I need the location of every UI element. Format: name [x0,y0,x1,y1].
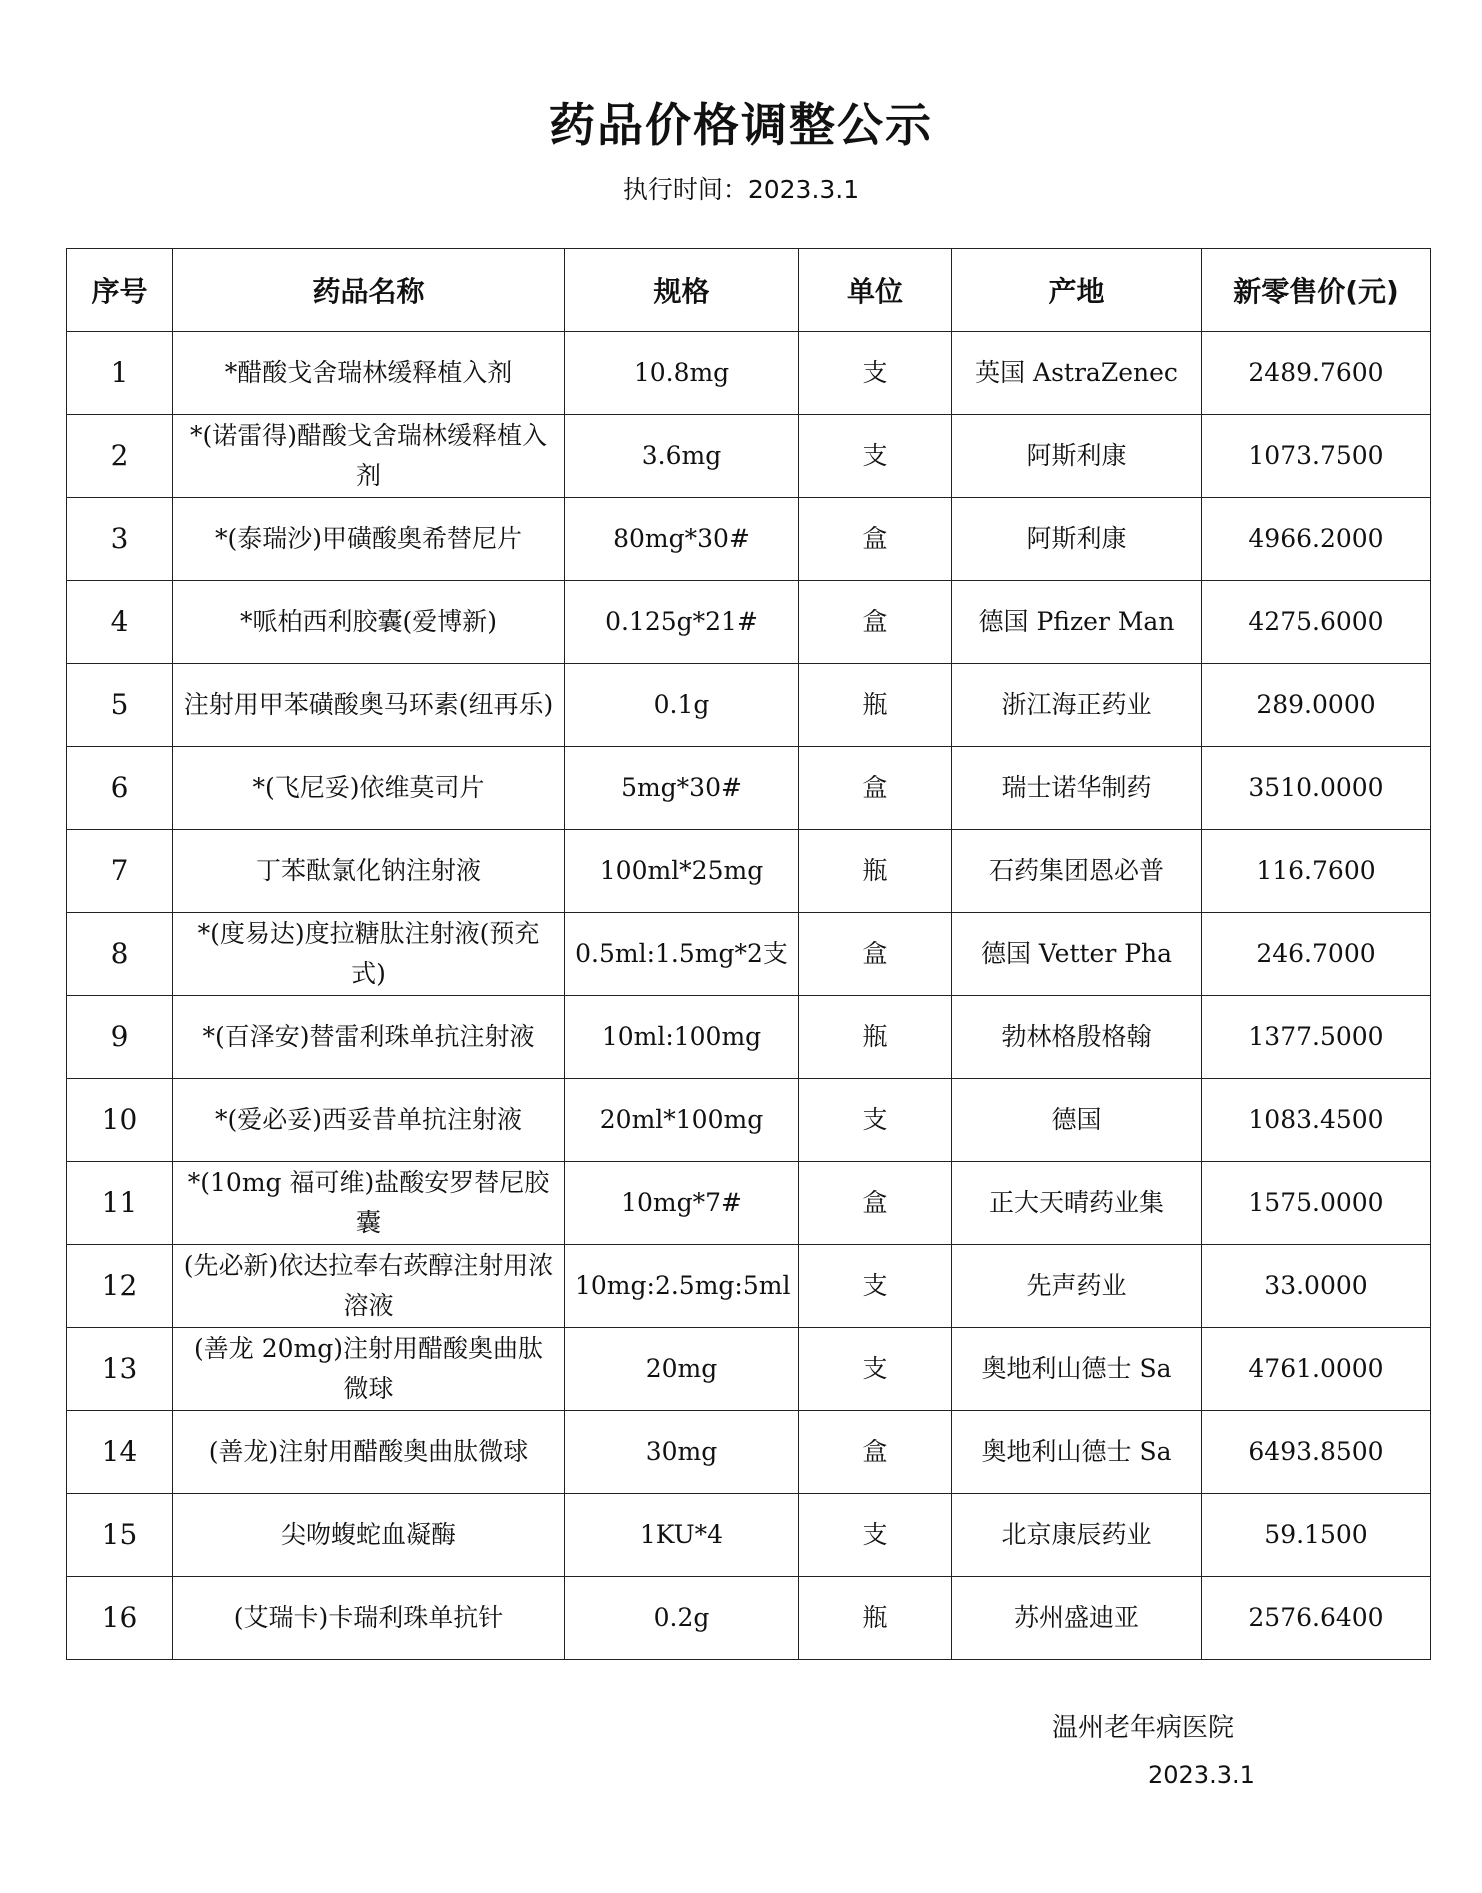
cell-seq: 3 [67,498,173,581]
cell-drug-name: 尖吻蝮蛇血凝酶 [173,1494,565,1577]
cell-drug-name: *(爱必妥)西妥昔单抗注射液 [173,1079,565,1162]
cell-origin: 德国 Vetter Pha [952,913,1202,996]
table-row [67,1162,1431,1245]
table-row [67,1494,1431,1577]
cell-drug-name: *(泰瑞沙)甲磺酸奥希替尼片 [173,498,565,581]
header-seq: 序号 [67,249,173,332]
cell-seq: 2 [67,415,173,498]
cell-seq: 6 [67,747,173,830]
header-spec: 规格 [565,249,799,332]
cell-origin: 奥地利山德士 Sa [952,1411,1202,1494]
table-header-row [67,249,1431,332]
table-row [67,498,1431,581]
cell-drug-name: *哌柏西利胶囊(爱博新) [173,581,565,664]
cell-price: 1083.4500 [1202,1079,1431,1162]
cell-unit: 盒 [799,1162,952,1245]
cell-unit: 盒 [799,913,952,996]
cell-seq: 16 [67,1577,173,1660]
cell-origin: 奥地利山德士 Sa [952,1328,1202,1411]
cell-drug-name: (先必新)依达拉奉右莰醇注射用浓溶液 [173,1245,565,1328]
cell-unit: 支 [799,1245,952,1328]
cell-price: 6493.8500 [1202,1411,1431,1494]
cell-spec: 10mg:2.5mg:5ml [565,1245,799,1328]
table-row [67,996,1431,1079]
cell-price: 59.1500 [1202,1494,1431,1577]
table-row [67,747,1431,830]
signature-date: 2023.3.1 [1148,1761,1255,1789]
header-unit: 单位 [799,249,952,332]
cell-spec: 10ml:100mg [565,996,799,1079]
cell-origin: 阿斯利康 [952,498,1202,581]
cell-spec: 5mg*30# [565,747,799,830]
cell-spec: 20mg [565,1328,799,1411]
cell-origin: 瑞士诺华制药 [952,747,1202,830]
cell-seq: 8 [67,913,173,996]
cell-unit: 盒 [799,1411,952,1494]
cell-origin: 苏州盛迪亚 [952,1577,1202,1660]
table-row [67,332,1431,415]
table-row [67,1245,1431,1328]
cell-origin: 德国 Pfizer Man [952,581,1202,664]
cell-drug-name: *(诺雷得)醋酸戈舍瑞林缓释植入剂 [173,415,565,498]
cell-price: 289.0000 [1202,664,1431,747]
header-price: 新零售价(元) [1202,249,1431,332]
cell-origin: 阿斯利康 [952,415,1202,498]
cell-spec: 3.6mg [565,415,799,498]
header-origin: 产地 [952,249,1202,332]
cell-unit: 支 [799,1494,952,1577]
cell-unit: 支 [799,1079,952,1162]
cell-spec: 10mg*7# [565,1162,799,1245]
cell-price: 246.7000 [1202,913,1431,996]
cell-price: 1073.7500 [1202,415,1431,498]
cell-drug-name: *(度易达)度拉糖肽注射液(预充式) [173,913,565,996]
cell-origin: 浙江海正药业 [952,664,1202,747]
cell-price: 4966.2000 [1202,498,1431,581]
cell-seq: 7 [67,830,173,913]
cell-drug-name: (艾瑞卡)卡瑞利珠单抗针 [173,1577,565,1660]
cell-spec: 0.1g [565,664,799,747]
cell-spec: 20ml*100mg [565,1079,799,1162]
cell-seq: 10 [67,1079,173,1162]
table-row [67,581,1431,664]
cell-spec: 0.5ml:1.5mg*2支 [565,913,799,996]
cell-spec: 1KU*4 [565,1494,799,1577]
table-row [67,830,1431,913]
cell-price: 4761.0000 [1202,1328,1431,1411]
table-row [67,1328,1431,1411]
cell-drug-name: (善龙 20mg)注射用醋酸奥曲肽微球 [173,1328,565,1411]
table-row [67,664,1431,747]
cell-price: 1377.5000 [1202,996,1431,1079]
cell-seq: 13 [67,1328,173,1411]
cell-price: 33.0000 [1202,1245,1431,1328]
table-row [67,913,1431,996]
table-row [67,1079,1431,1162]
cell-seq: 5 [67,664,173,747]
cell-origin: 石药集团恩必普 [952,830,1202,913]
header-name: 药品名称 [173,249,565,332]
table-row [67,415,1431,498]
cell-unit: 盒 [799,747,952,830]
cell-seq: 14 [67,1411,173,1494]
cell-unit: 支 [799,332,952,415]
cell-spec: 10.8mg [565,332,799,415]
cell-seq: 12 [67,1245,173,1328]
table-row [67,1411,1431,1494]
cell-seq: 11 [67,1162,173,1245]
cell-unit: 支 [799,415,952,498]
table-row [67,1577,1431,1660]
cell-price: 3510.0000 [1202,747,1431,830]
cell-drug-name: *(百泽安)替雷利珠单抗注射液 [173,996,565,1079]
cell-drug-name: 丁苯酞氯化钠注射液 [173,830,565,913]
cell-spec: 100ml*25mg [565,830,799,913]
cell-unit: 盒 [799,498,952,581]
cell-drug-name: 注射用甲苯磺酸奥马环素(纽再乐) [173,664,565,747]
cell-drug-name: (善龙)注射用醋酸奥曲肽微球 [173,1411,565,1494]
cell-unit: 盒 [799,581,952,664]
cell-drug-name: *(10mg 福可维)盐酸安罗替尼胶囊 [173,1162,565,1245]
cell-unit: 瓶 [799,664,952,747]
cell-unit: 瓶 [799,1577,952,1660]
cell-origin: 勃林格殷格翰 [952,996,1202,1079]
cell-spec: 80mg*30# [565,498,799,581]
hospital-name: 温州老年病医院 [1052,1713,1235,1743]
cell-spec: 30mg [565,1411,799,1494]
cell-origin: 英国 AstraZenec [952,332,1202,415]
cell-seq: 15 [67,1494,173,1577]
cell-drug-name: *醋酸戈舍瑞林缓释植入剂 [173,332,565,415]
cell-origin: 先声药业 [952,1245,1202,1328]
cell-origin: 北京康辰药业 [952,1494,1202,1577]
cell-unit: 支 [799,1328,952,1411]
cell-drug-name: *(飞尼妥)依维莫司片 [173,747,565,830]
cell-seq: 1 [67,332,173,415]
cell-unit: 瓶 [799,996,952,1079]
cell-price: 2489.7600 [1202,332,1431,415]
price-table [66,248,1431,1660]
cell-unit: 瓶 [799,830,952,913]
cell-price: 1575.0000 [1202,1162,1431,1245]
cell-price: 116.7600 [1202,830,1431,913]
cell-seq: 4 [67,581,173,664]
cell-spec: 0.2g [565,1577,799,1660]
page-title: 药品价格调整公示 [549,98,933,152]
cell-origin: 德国 [952,1079,1202,1162]
cell-origin: 正大天晴药业集 [952,1162,1202,1245]
cell-seq: 9 [67,996,173,1079]
cell-spec: 0.125g*21# [565,581,799,664]
execution-date: 执行时间：2023.3.1 [622,175,860,204]
cell-price: 4275.6000 [1202,581,1431,664]
cell-price: 2576.6400 [1202,1577,1431,1660]
